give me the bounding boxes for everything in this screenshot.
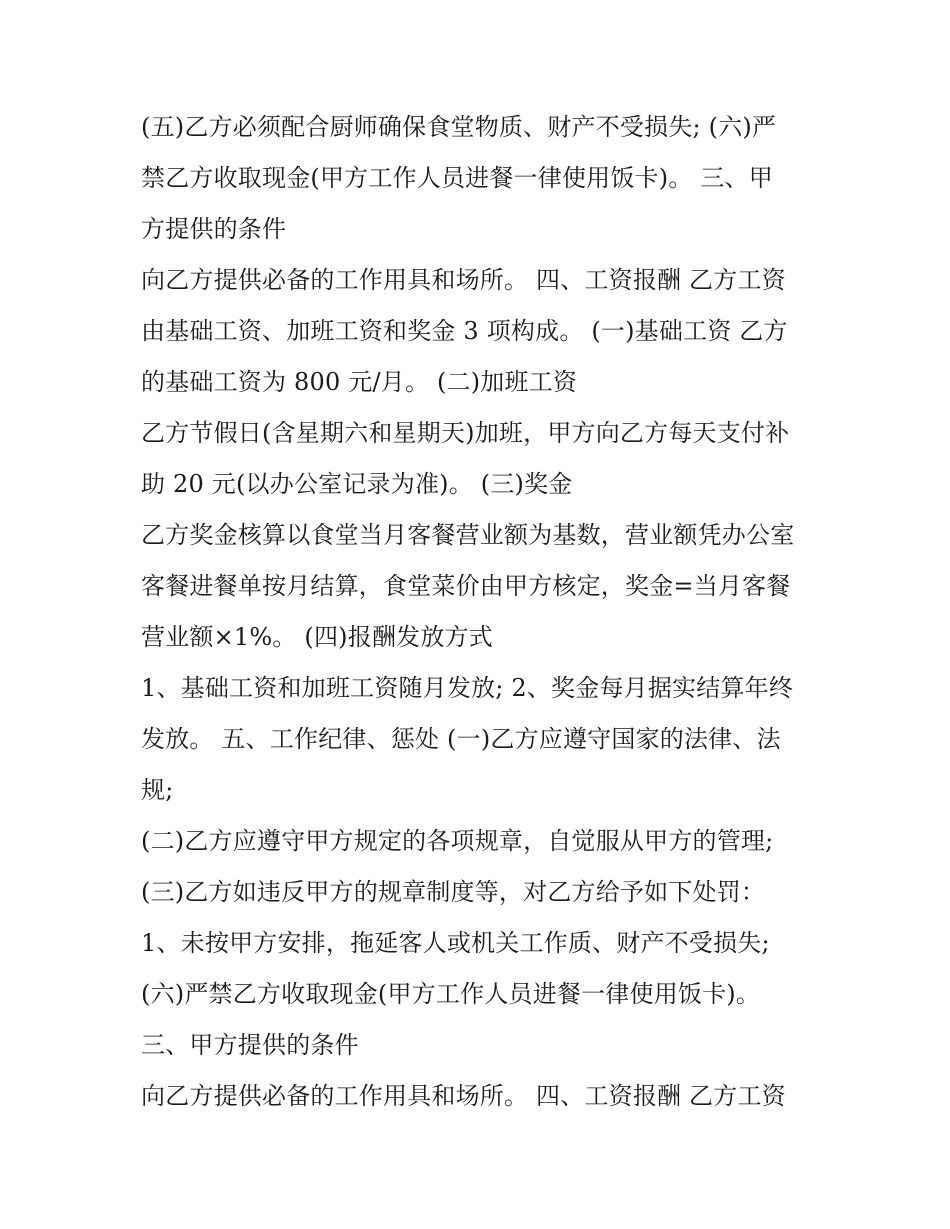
text-line: 1、基础工资和加班工资随月发放; 2、奖金每月据实结算年终 <box>141 674 794 702</box>
text-line: (五)乙方必须配合厨师确保食堂物质、财产不受损失; (六)严 <box>141 113 777 141</box>
text-line: 向乙方提供必备的工作用具和场所。 四、工资报酬 乙方工资 <box>141 1082 786 1110</box>
text-line: 发放。 五、工作纪律、惩处 (一)乙方应遵守国家的法律、法 <box>141 725 781 753</box>
text-line: 规; <box>141 776 174 804</box>
text-line: 乙方奖金核算以食堂当月客餐营业额为基数，营业额凭办公室 <box>141 521 795 549</box>
text-line: (三)乙方如违反甲方的规章制度等，对乙方给予如下处罚： <box>141 878 766 906</box>
text-line: 三、甲方提供的条件 <box>141 1031 359 1059</box>
text-line: 方提供的条件 <box>141 215 287 243</box>
text-line: 禁乙方收取现金(甲方工作人员进餐一律使用饭卡)。 三、甲 <box>141 164 773 192</box>
document-body <box>141 102 821 1122</box>
text-line: 的基础工资为 800 元/月。 (二)加班工资 <box>141 368 578 396</box>
text-line: 向乙方提供必备的工作用具和场所。 四、工资报酬 乙方工资 <box>141 266 786 294</box>
text-line: 乙方节假日(含星期六和星期天)加班，甲方向乙方每天支付补 <box>141 419 790 447</box>
text-line: (二)乙方应遵守甲方规定的各项规章，自觉服从甲方的管理; <box>141 827 774 855</box>
text-line: 由基础工资、加班工资和奖金 3 项构成。 (一)基础工资 乙方 <box>141 317 788 345</box>
text-line: 助 20 元(以办公室记录为准)。 (三)奖金 <box>141 470 573 498</box>
text-line: 营业额×1%。 (四)报酬发放方式 <box>141 623 493 651</box>
text-line: 客餐进餐单按月结算，食堂菜价由甲方核定，奖金=当月客餐 <box>141 572 791 600</box>
text-line: (六)严禁乙方收取现金(甲方工作人员进餐一律使用饭卡)。 <box>141 980 761 1008</box>
text-line: 1、未按甲方安排，拖延客人或机关工作质、财产不受损失; <box>141 929 770 957</box>
